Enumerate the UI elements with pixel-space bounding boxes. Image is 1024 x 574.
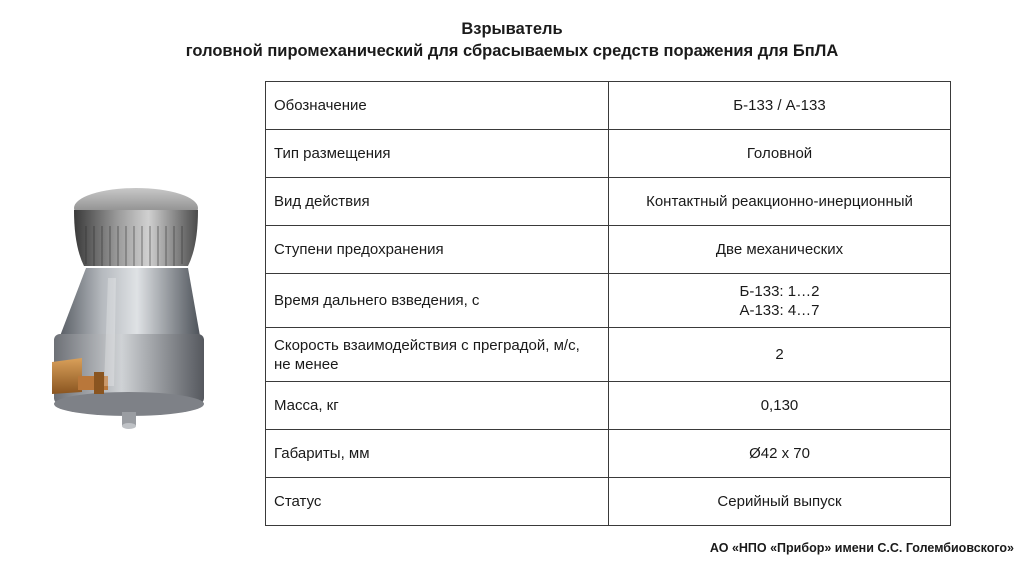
spec-value: 2 [609,328,951,382]
table-row [266,130,951,178]
spec-value: Ø42 х 70 [609,430,951,478]
spec-value: Головной [609,130,951,178]
spec-label: Скорость взаимодействия с преградой, м/с, не менее [266,328,609,382]
specs-table [265,81,951,526]
table-row [266,478,951,526]
table-row [266,226,951,274]
spec-value: Серийный выпуск [609,478,951,526]
spec-label: Масса, кг [266,382,609,430]
organization-credit: АО «НПО «Прибор» имени С.С. Голембиовского» [709,541,1014,555]
spec-label: Статус [266,478,609,526]
table-row [266,382,951,430]
table-row [266,178,951,226]
table-row [266,430,951,478]
table-row [266,274,951,328]
table-row [266,82,951,130]
spec-label: Тип размещения [266,130,609,178]
spec-label: Вид действия [266,178,609,226]
table-row [266,328,951,382]
page-title [0,18,1024,62]
spec-value: Контактный реакционно-инерционный [609,178,951,226]
spec-label: Ступени предохранения [266,226,609,274]
spec-value: 0,130 [609,382,951,430]
fuze-device-illustration [38,186,228,446]
spec-label: Габариты, мм [266,430,609,478]
title-line-2: головной пиромеханический для сбрасываемых средств поражения для БпЛА [185,42,839,60]
spec-value: Б-133 / А-133 [609,82,951,130]
title-line-1: Взрыватель [461,20,563,38]
spec-label: Обозначение [266,82,609,130]
spec-value: Две механических [609,226,951,274]
spec-label: Время дальнего взведения, с [266,274,609,328]
spec-value: Б-133: 1…2 А-133: 4…7 [609,274,951,328]
